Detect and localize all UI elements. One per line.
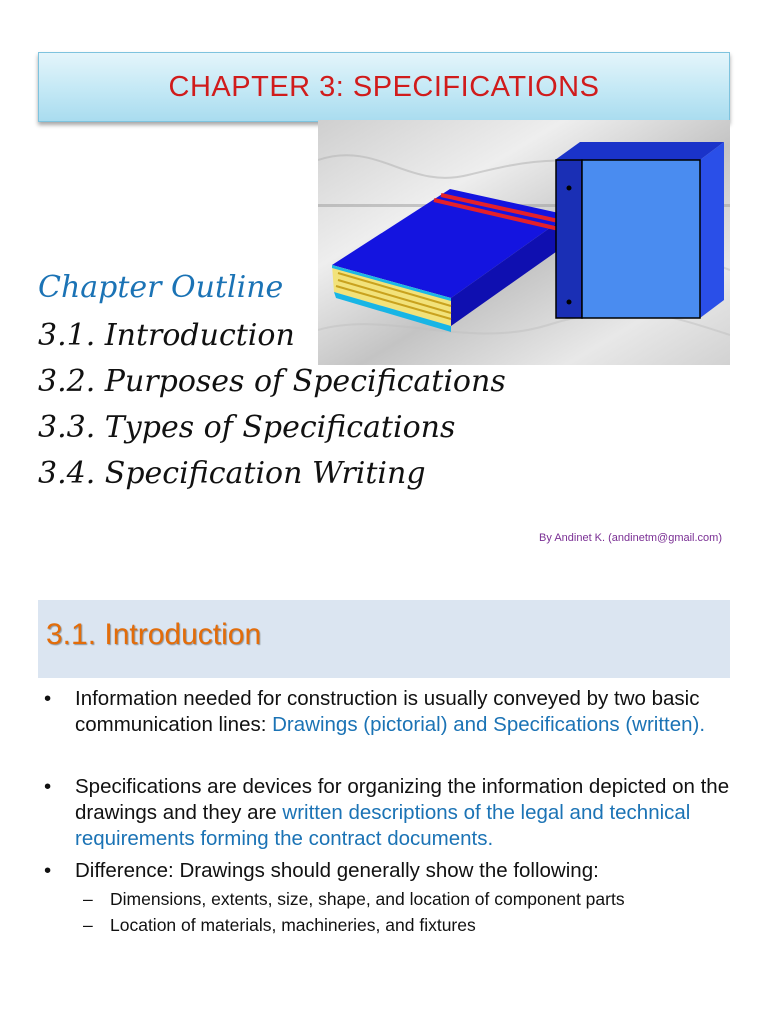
outline-item: 3.3. Types of Specifications (38, 410, 456, 445)
sub-bullet-item: – Dimensions, extents, size, shape, and location of component parts (75, 888, 734, 910)
author-byline: By Andinet K. (andinetm@gmail.com) (539, 532, 722, 544)
sub-bullet-item: – Location of materials, machineries, and fixtures (75, 914, 734, 936)
outline-item: 3.1. Introduction (38, 318, 295, 353)
section-heading-band (38, 600, 730, 678)
bullet-text: Difference: Drawings should generally show the following: (75, 859, 599, 882)
section-heading: 3.1. Introduction (46, 618, 262, 651)
sub-bullet-list (75, 888, 734, 936)
title-banner (38, 52, 730, 122)
bullet-item (44, 774, 734, 852)
bullet-item (44, 686, 734, 738)
chapter-outline-list (38, 313, 506, 497)
bullet-item (44, 858, 734, 936)
chapter-outline-heading: Chapter Outline (38, 270, 284, 305)
bullet-highlight: Drawings (pictorial) and Specifications (written). (272, 713, 706, 736)
page-title: CHAPTER 3: SPECIFICATIONS (168, 70, 600, 103)
outline-item: 3.4. Specification Writing (38, 456, 426, 491)
bullet-highlight: written descriptions of the legal and technical requirements forming the contract documents. (75, 801, 691, 850)
bullet-list (44, 686, 734, 940)
bullet-text: Specifications are devices for organizing the information depicted on the drawings and they are (75, 775, 730, 824)
binder-icon (555, 142, 724, 318)
bullet-text: Information needed for construction is usually conveyed by two basic communication lines: (75, 687, 700, 736)
outline-item: 3.2. Purposes of Specifications (38, 364, 506, 399)
slide-introduction (0, 580, 768, 1024)
